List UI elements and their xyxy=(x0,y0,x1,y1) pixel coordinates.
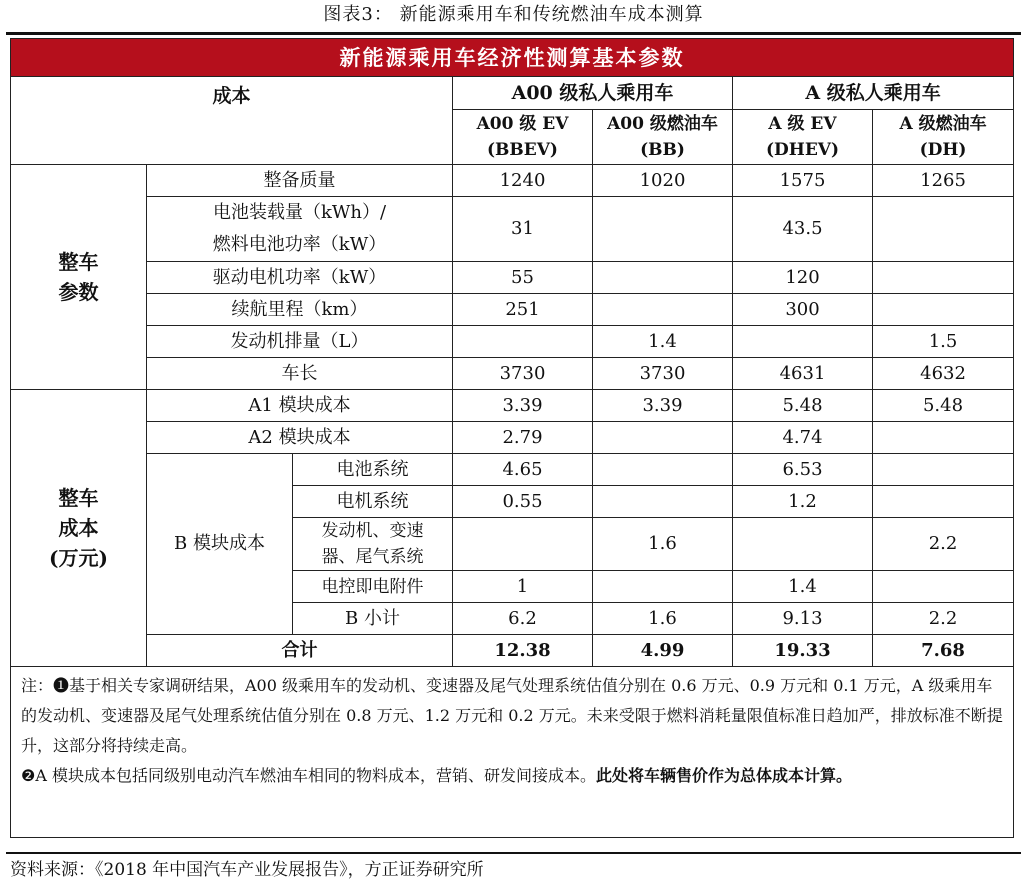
row-label: 驱动电机功率（kW） xyxy=(147,262,453,294)
table-cell: 5.48 xyxy=(733,390,873,422)
table-row xyxy=(11,197,1014,262)
table-cell: 5.48 xyxy=(873,390,1014,422)
table-cell: 9.13 xyxy=(733,603,873,635)
table-cell: 1575 xyxy=(733,165,873,197)
note-2-bold-text: 此处将车辆售价作为总体成本计算。 xyxy=(596,766,853,785)
table-cell: 4.65 xyxy=(453,454,593,486)
table-cell xyxy=(593,262,733,294)
table-row xyxy=(11,422,1014,454)
group-label-params: 整车 参数 xyxy=(11,165,147,390)
table-cell: 1265 xyxy=(873,165,1014,197)
table-cell xyxy=(453,326,593,358)
row-label: B 小计 xyxy=(293,603,453,635)
table-cell xyxy=(593,197,733,262)
table-cell xyxy=(873,197,1014,262)
table-cell: 1.2 xyxy=(733,486,873,518)
table-cell: 0.55 xyxy=(453,486,593,518)
bottom-rule xyxy=(6,852,1021,854)
row-label: 发动机排量（L） xyxy=(147,326,453,358)
table-cell xyxy=(593,486,733,518)
table-cell xyxy=(873,571,1014,603)
table-cell: 1.4 xyxy=(593,326,733,358)
table-cell: 1.6 xyxy=(593,603,733,635)
note-2-text: ❷A 模块成本包括同级别电动汽车燃油车相同的物料成本，营销、研发间接成本。 xyxy=(21,766,596,785)
table-cell: 1.6 xyxy=(593,518,733,571)
row-label: 电控即电附件 xyxy=(293,571,453,603)
column-header-bb: A00 级燃油车 (BB) xyxy=(593,110,733,165)
header-row-groups xyxy=(11,77,1014,110)
banner-title: 新能源乘用车经济性测算基本参数 xyxy=(11,39,1014,77)
table-cell xyxy=(873,294,1014,326)
table-cell: 43.5 xyxy=(733,197,873,262)
row-label: A2 模块成本 xyxy=(147,422,453,454)
cost-table xyxy=(10,38,1014,838)
table-cell: 3.39 xyxy=(593,390,733,422)
row-label: 电池装载量（kWh）/ 燃料电池功率（kW） xyxy=(147,197,453,262)
table-cell: 1 xyxy=(453,571,593,603)
group-header-a: A 级私人乘用车 xyxy=(733,77,1014,110)
row-label: 续航里程（km） xyxy=(147,294,453,326)
table-cell xyxy=(593,422,733,454)
total-cell: 7.68 xyxy=(873,635,1014,667)
column-header-dhev: A 级 EV (DHEV) xyxy=(733,110,873,165)
figure-title: 图表3： 新能源乘用车和传统燃油车成本测算 xyxy=(323,4,704,25)
table-row-total xyxy=(11,635,1014,667)
table-row xyxy=(11,326,1014,358)
total-cell: 4.99 xyxy=(593,635,733,667)
notes-row xyxy=(11,667,1014,838)
table-cell xyxy=(873,262,1014,294)
table-cell xyxy=(593,454,733,486)
table-cell xyxy=(733,326,873,358)
group-header-a00: A00 级私人乘用车 xyxy=(453,77,733,110)
table-cell: 3730 xyxy=(453,358,593,390)
column-header-bbev: A00 级 EV (BBEV) xyxy=(453,110,593,165)
table-cell: 1240 xyxy=(453,165,593,197)
source-citation: 资料来源：《2018 年中国汽车产业发展报告》，方正证券研究所 xyxy=(10,860,484,880)
table-cell: 1020 xyxy=(593,165,733,197)
note-2 xyxy=(21,761,1005,791)
table-cell: 31 xyxy=(453,197,593,262)
table-cell: 4632 xyxy=(873,358,1014,390)
note-1: 注：❶基于相关专家调研结果，A00 级乘用车的发动机、变速器及尾气处理系统估值分别在 0.6 万元、0.9 万元和 0.1 万元，A 级乘用车的发动机、变速器及尾气处理系统估值分别在 0.8 万元、1.2 万元和 0.2 万元。未来受限于燃料消耗量限值标准日趋加严，排放标准不断提升，这部分将持续走高。 xyxy=(21,676,1003,755)
row-label: 车长 xyxy=(147,358,453,390)
total-cell: 12.38 xyxy=(453,635,593,667)
table-cell: 6.53 xyxy=(733,454,873,486)
table-cell xyxy=(593,571,733,603)
notes xyxy=(11,667,1014,838)
table-row xyxy=(11,358,1014,390)
b-module-label: B 模块成本 xyxy=(147,454,293,635)
table-row xyxy=(11,294,1014,326)
table-cell: 2.2 xyxy=(873,518,1014,571)
table-cell: 4631 xyxy=(733,358,873,390)
table-cell xyxy=(453,518,593,571)
table-cell xyxy=(733,518,873,571)
table-cell: 1.4 xyxy=(733,571,873,603)
top-rule xyxy=(6,32,1021,35)
table-cell: 2.2 xyxy=(873,603,1014,635)
row-label: 电池系统 xyxy=(293,454,453,486)
table-cell: 3.39 xyxy=(453,390,593,422)
table-cell: 4.74 xyxy=(733,422,873,454)
row-label: 电机系统 xyxy=(293,486,453,518)
total-label: 合计 xyxy=(147,635,453,667)
banner-row xyxy=(11,39,1014,77)
table-row xyxy=(11,165,1014,197)
table-cell: 55 xyxy=(453,262,593,294)
row-label: 发动机、变速 器、尾气系统 xyxy=(293,518,453,571)
total-cell: 19.33 xyxy=(733,635,873,667)
table-cell xyxy=(873,454,1014,486)
table-cell: 120 xyxy=(733,262,873,294)
table-cell: 300 xyxy=(733,294,873,326)
column-header-dh: A 级燃油车 (DH) xyxy=(873,110,1014,165)
row-label: A1 模块成本 xyxy=(147,390,453,422)
table-cell: 251 xyxy=(453,294,593,326)
table-row xyxy=(11,390,1014,422)
table-cell xyxy=(873,422,1014,454)
table-cell: 2.79 xyxy=(453,422,593,454)
group-label-cost: 整车 成本 (万元) xyxy=(11,390,147,667)
table-cell: 3730 xyxy=(593,358,733,390)
table-cell: 1.5 xyxy=(873,326,1014,358)
table-row xyxy=(11,262,1014,294)
table-cell xyxy=(873,486,1014,518)
cost-header: 成本 xyxy=(11,77,453,165)
table-row xyxy=(11,454,1014,486)
table-cell: 6.2 xyxy=(453,603,593,635)
row-label: 整备质量 xyxy=(147,165,453,197)
table-cell xyxy=(593,294,733,326)
